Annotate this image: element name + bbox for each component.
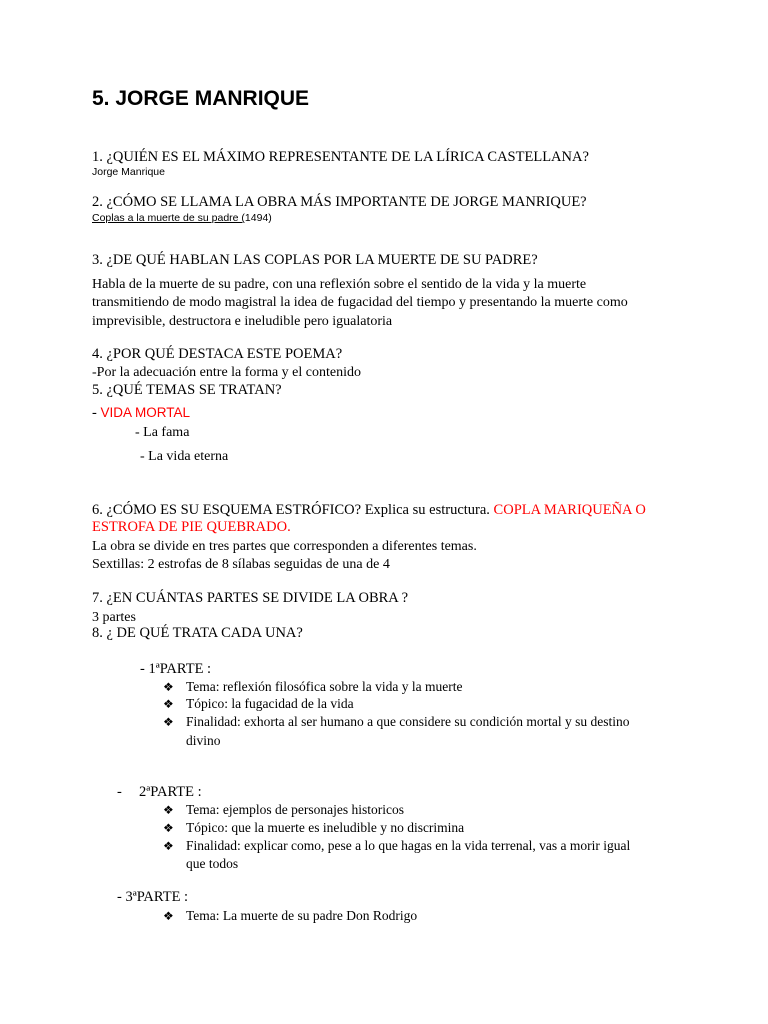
question-6-answer-red-1: COPLA MARIQUEÑA O (493, 502, 646, 518)
question-1: 1. ¿QUIÉN ES EL MÁXIMO REPRESENTANTE DE LA LÍRICA CASTELLANA? (92, 149, 589, 165)
part-2-dash: - (117, 784, 122, 800)
part-1-item-2: Tópico: la fugacidad de la vida (186, 696, 354, 711)
bullet-icon: ❖ (163, 803, 174, 817)
answer-3-line-2: transmitiendo de modo magistral la idea de fugacidad del tiempo y presentando la muerte como (92, 295, 628, 310)
part-1-item-3-cont: divino (186, 733, 221, 748)
answer-1: Jorge Manrique (92, 166, 165, 178)
question-6-answer-red-2: ESTROFA DE PIE QUEBRADO. (92, 519, 291, 535)
page-title: 5. JORGE MANRIQUE (92, 87, 310, 110)
part-2-label: 2ªPARTE : (139, 784, 202, 800)
theme-2: - La fama (135, 425, 190, 440)
part-3-item-1: Tema: La muerte de su padre Don Rodrigo (186, 908, 418, 923)
answer-2 (92, 212, 272, 224)
theme-1-dash: - (92, 405, 101, 421)
theme-1-label: VIDA MORTAL (100, 405, 190, 420)
question-5: 5. ¿QUÉ TEMAS SE TRATAN? (92, 382, 282, 398)
bullet-icon: ❖ (163, 909, 174, 923)
question-7: 7. ¿EN CUÁNTAS PARTES SE DIVIDE LA OBRA ? (92, 590, 409, 606)
question-6-text: 6. ¿CÓMO ES SU ESQUEMA ESTRÓFICO? Explica su estructura. (92, 502, 490, 518)
answer-7: 3 partes (92, 610, 136, 625)
question-8: 8. ¿ DE QUÉ TRATA CADA UNA? (92, 625, 303, 641)
answer-6-line-2: Sextillas: 2 estrofas de 8 sílabas seguidas de una de 4 (92, 557, 390, 572)
question-3: 3. ¿DE QUÉ HABLAN LAS COPLAS POR LA MUERTE DE SU PADRE? (92, 252, 538, 268)
bullet-icon: ❖ (163, 697, 174, 711)
answer-6-line-1: La obra se divide en tres partes que corresponden a diferentes temas. (92, 539, 477, 554)
answer-3-line-3: imprevisible, destructora e ineludible pero igualatoria (92, 314, 393, 329)
theme-1 (92, 405, 190, 422)
part-2-item-3-cont: que todos (186, 856, 239, 871)
part-2-item-3: Finalidad: explicar como, pese a lo que hagas en la vida terrenal, vas a morir igual (186, 838, 631, 853)
part-1-item-1: Tema: reflexión filosófica sobre la vida y la muerte (186, 679, 463, 694)
bullet-icon: ❖ (163, 715, 174, 729)
bullet-icon: ❖ (163, 839, 174, 853)
bullet-icon: ❖ (163, 821, 174, 835)
theme-3: - La vida eterna (140, 449, 229, 464)
answer-3-line-1: Habla de la muerte de su padre, con una reflexión sobre el sentido de la vida y la muerte (92, 277, 587, 292)
question-2: 2. ¿CÓMO SE LLAMA LA OBRA MÁS IMPORTANTE DE JORGE MANRIQUE? (92, 194, 587, 210)
answer-4: -Por la adecuación entre la forma y el contenido (92, 365, 361, 380)
part-2-item-2: Tópico: que la muerte es ineludible y no discrimina (186, 820, 465, 835)
question-4: 4. ¿POR QUÉ DESTACA ESTE POEMA? (92, 346, 343, 362)
part-1-label: - 1ªPARTE : (140, 661, 212, 677)
part-3-label: - 3ªPARTE : (117, 889, 189, 905)
bullet-icon: ❖ (163, 680, 174, 694)
part-2-item-1: Tema: ejemplos de personajes historicos (186, 802, 404, 817)
answer-2-year: 1494) (244, 212, 272, 224)
answer-2-title: Coplas a la muerte de su padre ( (92, 212, 245, 224)
part-1-item-3: Finalidad: exhorta al ser humano a que considere su condición mortal y su destino (186, 714, 630, 729)
question-6 (92, 502, 646, 519)
